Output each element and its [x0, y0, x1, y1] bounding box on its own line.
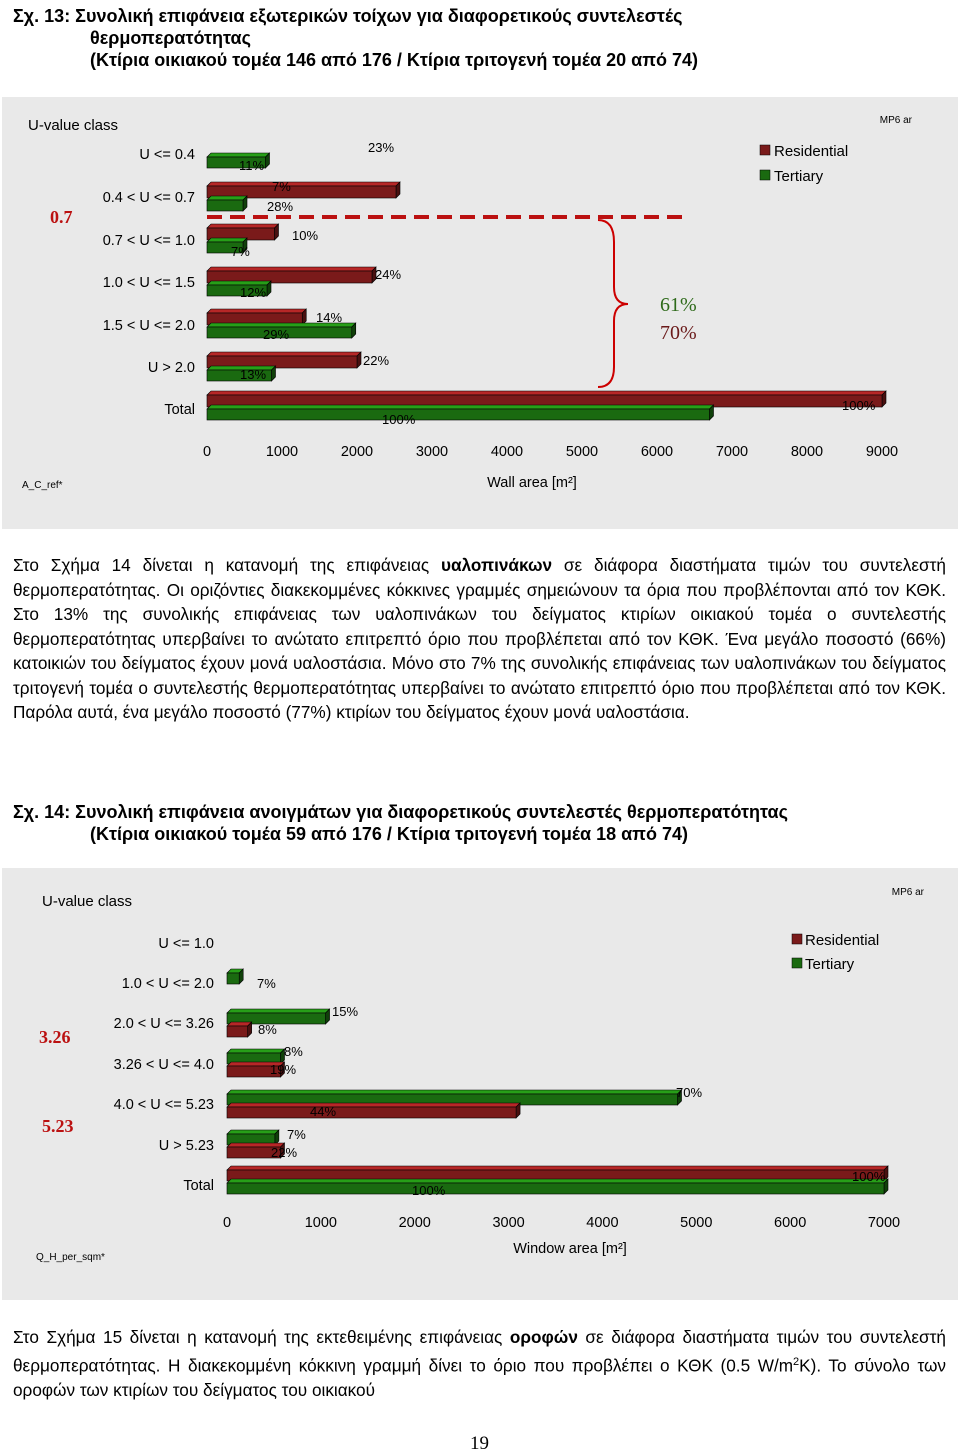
paragraph-roofs-text-c: K). Το σύνολο των οροφών των κτιρίων του δείγματος του οικιακού — [13, 1355, 947, 1400]
chart14-label-residential: 19% — [270, 1062, 297, 1077]
chart13-label-tertiary: 12% — [240, 285, 267, 300]
chart14-bar-residential-top — [227, 1103, 520, 1107]
chart13-corner-label: MP6 ar — [879, 115, 912, 126]
chart14-category-label: 4.0 < U <= 5.23 — [113, 1097, 214, 1113]
chart14-limit-label: 3.26 — [39, 1027, 71, 1047]
chart13-label-residential: 10% — [292, 228, 319, 243]
chart13-legend-tertiary: Tertiary — [774, 168, 824, 185]
chart13-bar-tertiary — [207, 409, 710, 420]
chart14-label-residential: 22% — [271, 1145, 298, 1160]
chart14-x-tick: 5000 — [680, 1215, 713, 1231]
chart14-x-tick: 4000 — [586, 1215, 619, 1231]
chart13-legend-swatch-residential — [760, 145, 770, 155]
chart14-bar-tertiary-top — [227, 1090, 682, 1094]
chart13-x-tick: 1000 — [265, 444, 299, 460]
wall-area-chart — [2, 97, 958, 529]
chart13-label-tertiary: 7% — [231, 244, 250, 259]
chart13-brace-label-tertiary: 70% — [660, 322, 697, 344]
chart14-bar-tertiary-top — [227, 1130, 279, 1134]
chart14-category-label: U <= 1.0 — [158, 936, 214, 952]
chart14-category-label: Total — [183, 1178, 214, 1194]
chart13-brace — [598, 220, 628, 387]
chart13-x-tick: 6000 — [640, 444, 674, 460]
chart13-bar-residential-top — [207, 352, 361, 356]
chart13-xlabel: Wall area [m²] — [487, 475, 577, 491]
chart14-category-label: U > 5.23 — [158, 1138, 214, 1154]
chart13-legend-residential: Residential — [774, 143, 849, 160]
chart14-bar-tertiary — [227, 1183, 884, 1194]
chart13-label-residential: 100% — [842, 398, 876, 413]
chart13-ylabel: U-value class — [28, 117, 119, 134]
paragraph-glazing-text-b: σε διάφορα διαστήματα τιμών του συντελεστή θερμοπερατότητας. Οι οριζόντιες διακεκομμένες κόκκινες γραμμές σημειώνουν τα όρια που προβλέπονται από τον ΚΘΚ. Στο 13% της συνολικής επιφάνειας των υαλοπινάκων του δείγματος κτιρίων οικιακού τομέα ο συντελεστής θερμοπερατότητας υπερβαίνει το ανώτατο επιτρεπτό όριο που προβλέπεται από τον ΚΘΚ. Ένα μεγάλο ποσοστό (66%) κατοικιών του δείγματος έχουν μονά υαλοστάσια. Μόνο στο 7% της συνολικής επιφάνειας των υαλοπινάκων του δείγματος τριτογενή τομέα ο συντελεστής θερμοπερατότητας υπερβαίνει το ανώτατο επιτρεπτό όριο που προβλέπεται από τον ΚΘΚ. Παρόλα αυτά, ένα μεγάλο ποσοστό (77%) κτιρίων του δείγματος έχουν μονά υαλοστάσια. — [13, 555, 946, 722]
chart13-bar-tertiary-top — [207, 405, 714, 409]
chart14-footer-label: Q_H_per_sqm* — [36, 1252, 105, 1263]
paragraph-roofs-text-b: σε διάφορα διαστήματα τιμών του συντελεστή θερμοπερατότητας. Η διακεκομμένη κόκκινη γραμμή δίνει το όριο που προβλέπει ο ΚΘΚ (0.5 W/m — [13, 1327, 946, 1376]
paragraph-roofs-bold: οροφών — [509, 1327, 578, 1347]
chart13-label-residential: 28% — [267, 199, 294, 214]
window-area-chart — [2, 868, 958, 1300]
figure-14-heading — [13, 801, 788, 845]
chart13-label-tertiary: 11% — [239, 158, 265, 173]
figure-13-heading — [13, 5, 698, 71]
chart13-category-label: Total — [164, 402, 195, 418]
chart14-legend-swatch-residential — [792, 934, 802, 944]
chart13-limit-label: 0.7 — [50, 207, 73, 227]
chart14-label-tertiary: 100% — [412, 1183, 446, 1198]
chart14-ylabel: U-value class — [42, 893, 133, 910]
chart14-bar-residential-top — [227, 1166, 888, 1170]
chart14-legend-residential: Residential — [805, 932, 880, 949]
chart13-label-residential: 24% — [375, 267, 402, 282]
chart14-limit-label: 5.23 — [42, 1116, 74, 1136]
chart13-x-tick: 5000 — [565, 444, 599, 460]
chart14-bar-residential — [227, 1107, 516, 1118]
chart13-bar-residential-top — [207, 391, 886, 395]
chart13-legend-swatch-tertiary — [760, 170, 770, 180]
chart13-bar-tertiary-top — [207, 238, 247, 242]
figure-14-heading-line2: (Κτίρια οικιακού τομέα 59 από 176 / Κτίρια τριτογενή τομέα 18 από 74) — [90, 824, 688, 844]
chart14-x-tick: 6000 — [774, 1215, 807, 1231]
chart14-label-residential: 100% — [852, 1169, 886, 1184]
chart14-x-tick: 3000 — [492, 1215, 525, 1231]
chart13-category-label: 0.4 < U <= 0.7 — [102, 190, 195, 206]
chart13-x-tick: 7000 — [715, 444, 749, 460]
chart14-category-label: 1.0 < U <= 2.0 — [121, 976, 214, 992]
figure-13-heading-line2: θερμοπερατότητας — [90, 28, 251, 48]
chart13-footer-label: A_C_ref* — [22, 480, 63, 491]
chart13-x-tick: 0 — [202, 444, 212, 460]
paragraph-glazing-bold: υαλοπινάκων — [441, 555, 553, 575]
chart13-bar-residential-top — [207, 224, 279, 228]
figure-13-heading-line3: (Κτίρια οικιακού τομέα 146 από 176 / Κτίρια τριτογενή τομέα 20 από 74) — [90, 50, 698, 70]
chart14-x-tick: 7000 — [867, 1215, 901, 1231]
paragraph-glazing — [13, 553, 946, 725]
chart14-x-tick: 2000 — [398, 1215, 431, 1231]
paragraph-roofs-superscript: 2 — [793, 1355, 800, 1368]
chart13-label-tertiary: 7% — [272, 179, 291, 194]
chart13-label-extra: 23% — [368, 140, 395, 155]
chart13-category-label: U > 2.0 — [147, 360, 195, 376]
chart13-label-tertiary: 13% — [240, 367, 267, 382]
chart13-category-label: U <= 0.4 — [139, 147, 195, 163]
chart13-bar-tertiary — [207, 200, 243, 211]
chart14-label-tertiary: 70% — [676, 1085, 703, 1100]
chart14-category-label: 2.0 < U <= 3.26 — [113, 1016, 214, 1032]
chart14-bar-tertiary — [227, 973, 239, 984]
chart14-x-tick: 0 — [222, 1215, 232, 1231]
paragraph-glazing-text-a: Στο Σχήμα 14 δίνεται η κατανομή της επιφάνειας — [13, 555, 441, 575]
chart13-label-residential: 14% — [316, 310, 343, 325]
chart13-category-label: 1.0 < U <= 1.5 — [102, 275, 195, 291]
page-number: 19 — [470, 1433, 489, 1454]
figure-13-heading-line1: Σχ. 13: Συνολική επιφάνεια εξωτερικών τοίχων για διαφορετικούς συντελεστές — [13, 6, 683, 26]
chart13-label-tertiary: 29% — [263, 327, 290, 342]
chart14-label-residential: 44% — [310, 1104, 337, 1119]
chart14-label-tertiary: 8% — [284, 1044, 303, 1059]
chart14-x-tick: 1000 — [304, 1215, 337, 1231]
chart13-bar-residential-top — [207, 182, 400, 186]
chart14-label-tertiary: 15% — [332, 1004, 359, 1019]
chart14-legend-tertiary: Tertiary — [805, 956, 855, 973]
chart13-bar-tertiary-top — [207, 196, 247, 200]
paragraph-roofs-text-a: Στο Σχήμα 15 δίνεται η κατανομή της εκτεθειμένης επιφάνειας — [13, 1327, 510, 1347]
chart14-bar-tertiary-top — [227, 1049, 284, 1053]
paragraph-roofs — [13, 1325, 946, 1402]
chart13-bar-residential-top — [207, 309, 306, 313]
chart13-category-label: 0.7 < U <= 1.0 — [102, 233, 195, 249]
chart13-x-tick: 4000 — [490, 444, 524, 460]
chart14-label-residential: 8% — [258, 1022, 277, 1037]
chart14-legend-swatch-tertiary — [792, 958, 802, 968]
chart13-x-tick: 3000 — [415, 444, 449, 460]
figure-14-heading-line1: Σχ. 14: Συνολική επιφάνεια ανοιγμάτων για διαφορετικούς συντελεστές θερμοπερατότητας — [13, 802, 788, 822]
chart14-bar-residential — [227, 1026, 248, 1037]
chart14-corner-label: MP6 ar — [891, 887, 924, 898]
chart14-bar-tertiary-top — [227, 1009, 330, 1013]
chart14-label-tertiary: 7% — [287, 1127, 306, 1142]
chart13-label-residential: 22% — [363, 353, 390, 368]
chart13-label-tertiary: 100% — [382, 412, 416, 427]
chart13-x-tick: 9000 — [865, 444, 899, 460]
chart14-xlabel: Window area [m²] — [513, 1241, 627, 1257]
chart14-category-label: 3.26 < U <= 4.0 — [113, 1057, 214, 1073]
chart13-bar-tertiary-top — [207, 153, 270, 157]
window-area-chart-svg — [2, 868, 958, 1300]
chart13-x-tick: 8000 — [790, 444, 824, 460]
wall-area-chart-svg — [2, 97, 958, 529]
chart13-brace-label-residential: 61% — [660, 294, 697, 316]
chart14-label-tertiary: 7% — [257, 976, 276, 991]
chart13-category-label: 1.5 < U <= 2.0 — [102, 318, 195, 334]
chart13-bar-residential-top — [207, 267, 376, 271]
chart13-x-tick: 2000 — [340, 444, 374, 460]
chart14-bar-tertiary-top — [227, 1179, 888, 1183]
